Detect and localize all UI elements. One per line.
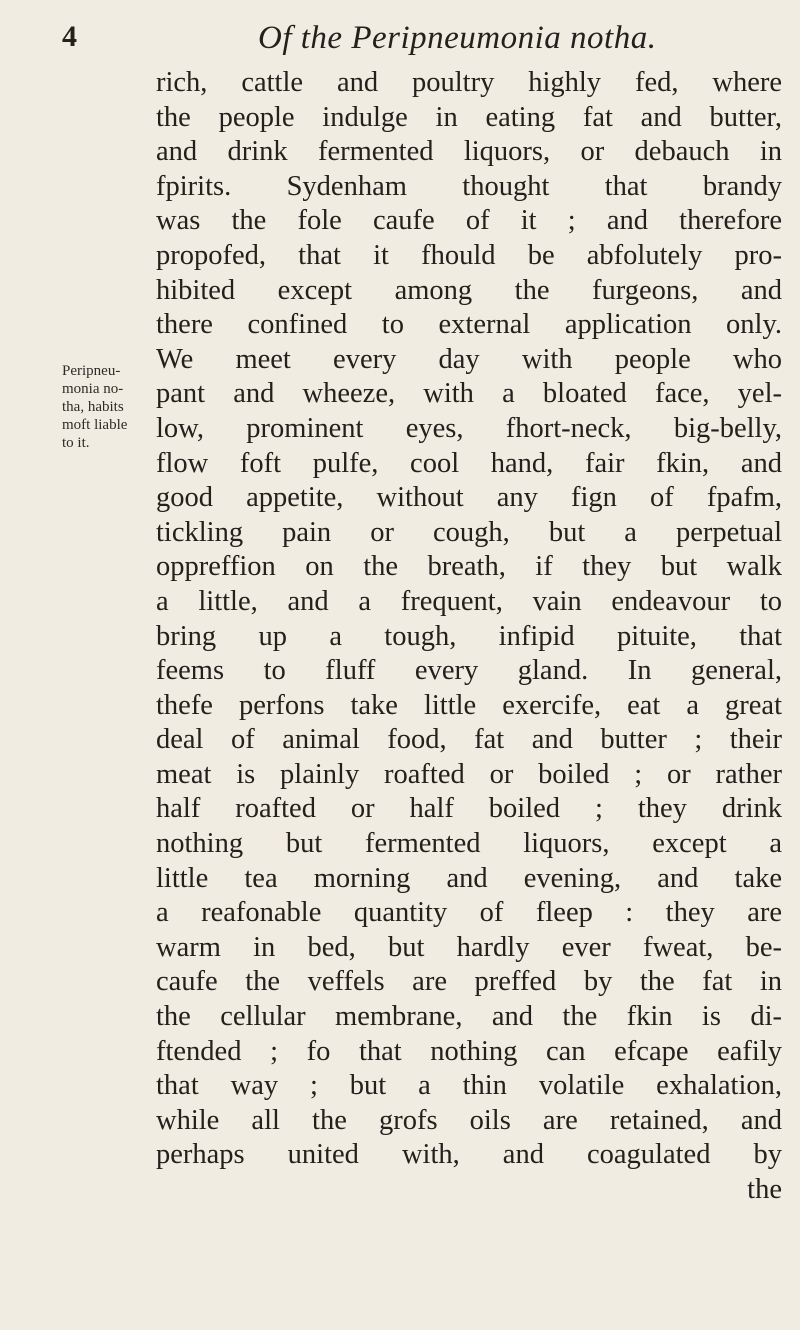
body-text [156, 66, 782, 1208]
marginal-note-line: to it. [62, 435, 90, 451]
text-line: deal of animal food, fat and butter ; their [156, 724, 782, 756]
marginal-note-line: tha, habits [62, 399, 124, 415]
text-line: hibited except among the furgeons, and [156, 274, 782, 306]
catchword: the [747, 1174, 782, 1205]
text-line: little tea morning and evening, and take [156, 862, 782, 894]
text-line: caufe the veffels are preffed by the fat in [156, 966, 782, 998]
text-line: rich, cattle and poultry highly fed, where [156, 67, 782, 98]
text-line: a reafonable quantity of fleep : they are [156, 897, 782, 929]
text-line: warm in bed, but hardly ever fweat, be- [156, 931, 782, 963]
text-line: feems to fluff every gland. In general, [156, 655, 782, 687]
text-line: We meet every day with people who [156, 343, 782, 375]
marginal-note-line: Peripneu- [62, 363, 121, 379]
text-line: flow foft pulfe, cool hand, fair fkin, and [156, 447, 782, 479]
text-line: meat is plainly roafted or boiled ; or rather [156, 758, 782, 790]
text-line: there confined to external application only. [156, 309, 782, 341]
text-line: was the fole caufe of it ; and therefore [156, 205, 782, 237]
text-line: pant and wheeze, with a bloated face, yel- [156, 378, 782, 410]
text-line: the cellular membrane, and the fkin is di- [156, 1001, 782, 1033]
text-line: bring up a tough, infipid pituite, that [156, 620, 782, 652]
text-line: tickling pain or cough, but a perpetual [156, 516, 782, 548]
marginal-note-line: monia no- [62, 381, 124, 397]
text-line: ftended ; fo that nothing can efcape eafily [156, 1035, 782, 1067]
running-head: Of the Peripneumonia notha. [258, 20, 657, 56]
text-line: good appetite, without any fign of fpafm, [156, 482, 782, 514]
text-line: a little, and a frequent, vain endeavour to [156, 585, 782, 617]
marginal-note-line: moft liable [62, 417, 128, 433]
text-line: low, prominent eyes, fhort-neck, big-belly, [156, 412, 782, 444]
page-number: 4 [62, 20, 77, 53]
text-line: nothing but fermented liquors, except a [156, 828, 782, 860]
text-line: the people indulge in eating fat and butter, [156, 101, 782, 133]
text-line: that way ; but a thin volatile exhalation, [156, 1070, 782, 1102]
text-line: and drink fermented liquors, or debauch in [156, 136, 782, 168]
text-line: half roafted or half boiled ; they drink [156, 793, 782, 825]
text-line: perhaps united with, and coagulated by [156, 1139, 782, 1171]
text-line: thefe perfons take little exercife, eat a great [156, 689, 782, 721]
text-line: fpirits. Sydenham thought that brandy [156, 170, 782, 202]
marginal-note [62, 362, 140, 452]
text-line: propofed, that it fhould be abfolutely pro- [156, 239, 782, 271]
text-line: while all the grofs oils are retained, and [156, 1104, 782, 1136]
text-line: oppreffion on the breath, if they but walk [156, 551, 782, 583]
